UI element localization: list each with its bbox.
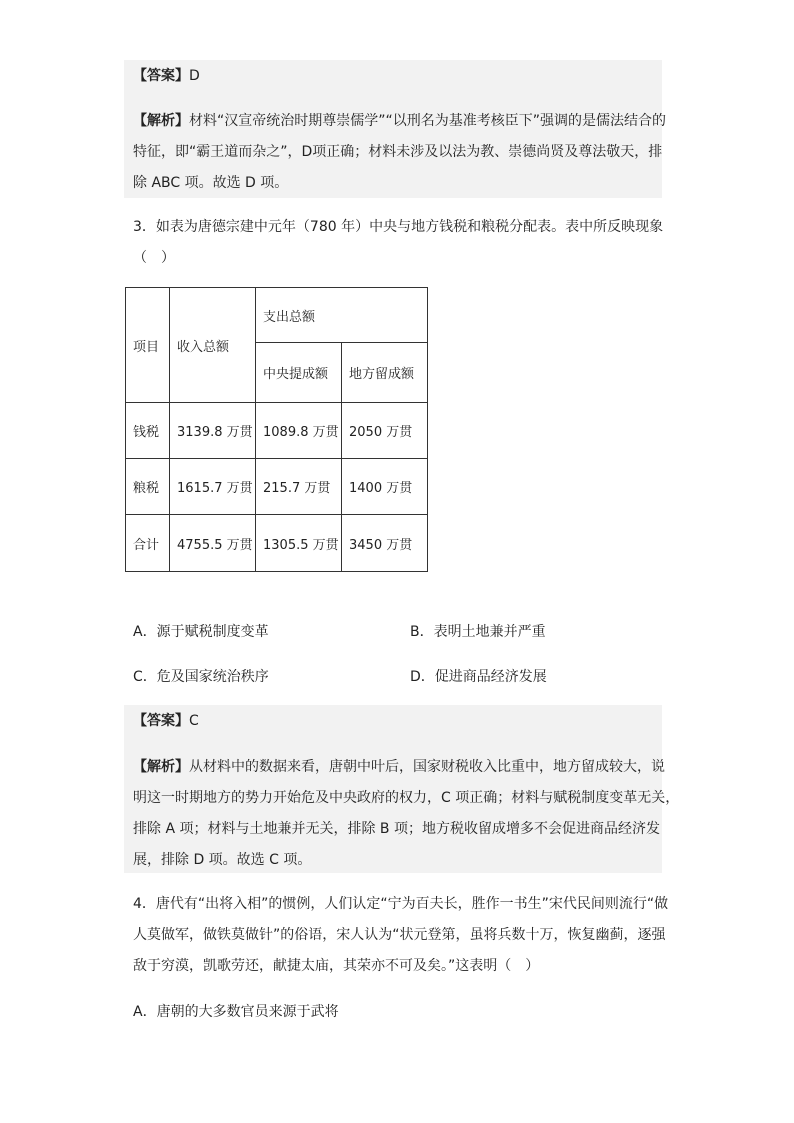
cell-local: 1400 万贯 <box>342 459 428 515</box>
cell-item: 钱税 <box>126 403 170 459</box>
cell-item: 合计 <box>126 515 170 572</box>
analysis-line-q3-2: 明这一时期地方的势力开始危及中央政府的权力，C 项正确；材料与赋税制度变革无关， <box>133 790 680 806</box>
question-stem-q4-3: 敌于穷漠，凯歌劳还，献捷太庙，其荣亦不可及矣。”这表明（ ） <box>133 958 540 974</box>
answer-line-q2 <box>133 66 200 86</box>
table-row <box>126 515 428 572</box>
cell-income: 1615.7 万贯 <box>170 459 256 515</box>
answer-line-q3 <box>133 711 199 731</box>
analysis-text: 材料“汉宣帝统治时期尊崇儒学”“以刑名为基准考核臣下”强调的是儒法结合的 <box>189 113 667 129</box>
analysis-line-q2-3: 除 ABC 项。故选 D 项。 <box>133 175 289 191</box>
question-stem-q3-2: （ ） <box>133 250 175 266</box>
analysis-line-q3-4: 展，排除 D 项。故选 C 项。 <box>133 852 312 868</box>
header-expense: 支出总额 <box>256 288 428 343</box>
answer-value: D <box>189 68 200 84</box>
header-income: 收入总额 <box>170 288 256 403</box>
option-d: D．促进商品经济发展 <box>410 669 547 685</box>
answer-tag: 【答案】 <box>133 713 189 729</box>
tax-distribution-table <box>125 287 428 572</box>
answer-value: C <box>189 713 199 729</box>
analysis-line-q3-3: 排除 A 项；材料与土地兼并无关，排除 B 项；地方税收留成增多不会促进商品经济发 <box>133 821 660 837</box>
question-stem-q4-1: 4．唐代有“出将入相”的惯例，人们认定“宁为百夫长，胜作一书生”宋代民间则流行“做 <box>133 896 669 912</box>
analysis-tag: 【解析】 <box>133 113 189 129</box>
option-c: C．危及国家统治秩序 <box>133 669 269 685</box>
cell-income: 4755.5 万贯 <box>170 515 256 572</box>
question-stem-q4-2: 人莫做军，做铁莫做针”的俗语，宋人认为“状元登第，虽将兵数十万，恢复幽蓟，逐强 <box>133 927 666 943</box>
analysis-line-q2-2: 特征，即“霸王道而杂之”，D项正确；材料未涉及以法为教、崇德尚贤及尊法敬天，排 <box>133 144 663 160</box>
option-b: B．表明土地兼并严重 <box>410 624 546 640</box>
option-a-q4: A．唐朝的大多数官员来源于武将 <box>133 1004 339 1020</box>
cell-income: 3139.8 万贯 <box>170 403 256 459</box>
cell-central: 215.7 万贯 <box>256 459 342 515</box>
answer-tag: 【答案】 <box>133 68 189 84</box>
table-row <box>126 403 428 459</box>
table-row <box>126 459 428 515</box>
header-item: 项目 <box>126 288 170 403</box>
question-stem-q3-1: 3．如表为唐德宗建中元年（780 年）中央与地方钱税和粮税分配表。表中所反映现象 <box>133 219 664 235</box>
analysis-tag: 【解析】 <box>133 759 189 775</box>
cell-item: 粮税 <box>126 459 170 515</box>
header-central: 中央提成额 <box>256 343 342 403</box>
analysis-text: 从材料中的数据来看，唐朝中叶后，国家财税收入比重中，地方留成较大，说 <box>189 759 665 775</box>
analysis-line-q2-1 <box>133 111 666 131</box>
cell-central: 1305.5 万贯 <box>256 515 342 572</box>
option-a: A．源于赋税制度变革 <box>133 624 269 640</box>
analysis-line-q3-1 <box>133 757 665 777</box>
header-local: 地方留成额 <box>342 343 428 403</box>
cell-central: 1089.8 万贯 <box>256 403 342 459</box>
cell-local: 3450 万贯 <box>342 515 428 572</box>
cell-local: 2050 万贯 <box>342 403 428 459</box>
